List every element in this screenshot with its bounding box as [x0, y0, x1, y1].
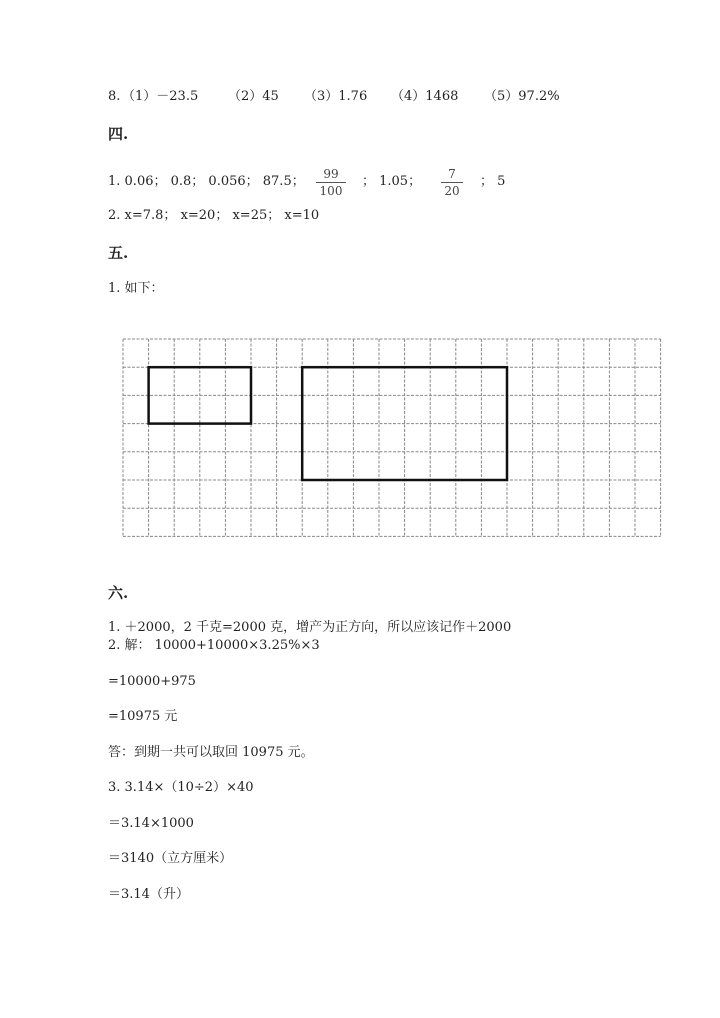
fraction-numerator: 7 — [448, 167, 456, 181]
section-5-heading: 五. — [108, 244, 129, 262]
section-6-line-2: 2. 解： 10000+10000×3.25%×3 — [108, 638, 320, 653]
q8-answer-1: （1）－23.5 — [122, 89, 199, 104]
fraction-denominator: 20 — [444, 184, 460, 198]
section-4-line-2: 2. x=7.8； x=20； x=25； x=10 — [108, 208, 320, 223]
section-4-line-1-suffix: ； 5 — [480, 174, 506, 189]
fraction-bar — [441, 182, 463, 183]
section-6-line-4: =10975 元 — [108, 709, 178, 724]
q8-answer-4: （4）1468 — [391, 89, 459, 104]
q8-answers — [108, 88, 560, 106]
section-4-line-1-mid: ； 1.05； — [362, 174, 422, 189]
fraction-denominator: 100 — [319, 184, 343, 198]
section-4-heading: 四. — [108, 125, 129, 143]
q8-answer-3: （3）1.76 — [304, 89, 368, 104]
section-4-line-1 — [108, 173, 305, 191]
section-6-line-9: ＝3.14（升） — [108, 887, 189, 902]
fraction-bar — [316, 182, 346, 183]
section-6-line-3: =10000+975 — [108, 674, 196, 689]
section-6-line-5: 答：到期一共可以取回 10975 元。 — [108, 745, 314, 760]
fraction-7-20 — [441, 167, 463, 198]
section-6-line-6: 3. 3.14×（10÷2）×40 — [108, 780, 254, 795]
q8-answer-2: （2）45 — [228, 89, 279, 104]
q8-label: 8. — [108, 89, 121, 104]
fraction-99-100 — [316, 167, 346, 198]
fraction-numerator: 99 — [323, 167, 339, 181]
section-6-heading: 六. — [108, 584, 129, 602]
q8-answer-5: （5）97.2% — [484, 89, 560, 104]
section-6-line-8: ＝3140（立方厘米） — [108, 851, 233, 866]
section-5-line-1: 1. 如下： — [108, 281, 164, 296]
grid-diagram — [122, 338, 664, 540]
section-6-line-1: 1. ＋2000，2 千克=2000 克，增产为正方向，所以应该记作＋2000 — [108, 620, 512, 635]
section-4-line-1-prefix: 1. 0.06； 0.8； 0.056； 87.5； — [108, 174, 305, 189]
section-6-line-7: ＝3.14×1000 — [108, 816, 194, 831]
